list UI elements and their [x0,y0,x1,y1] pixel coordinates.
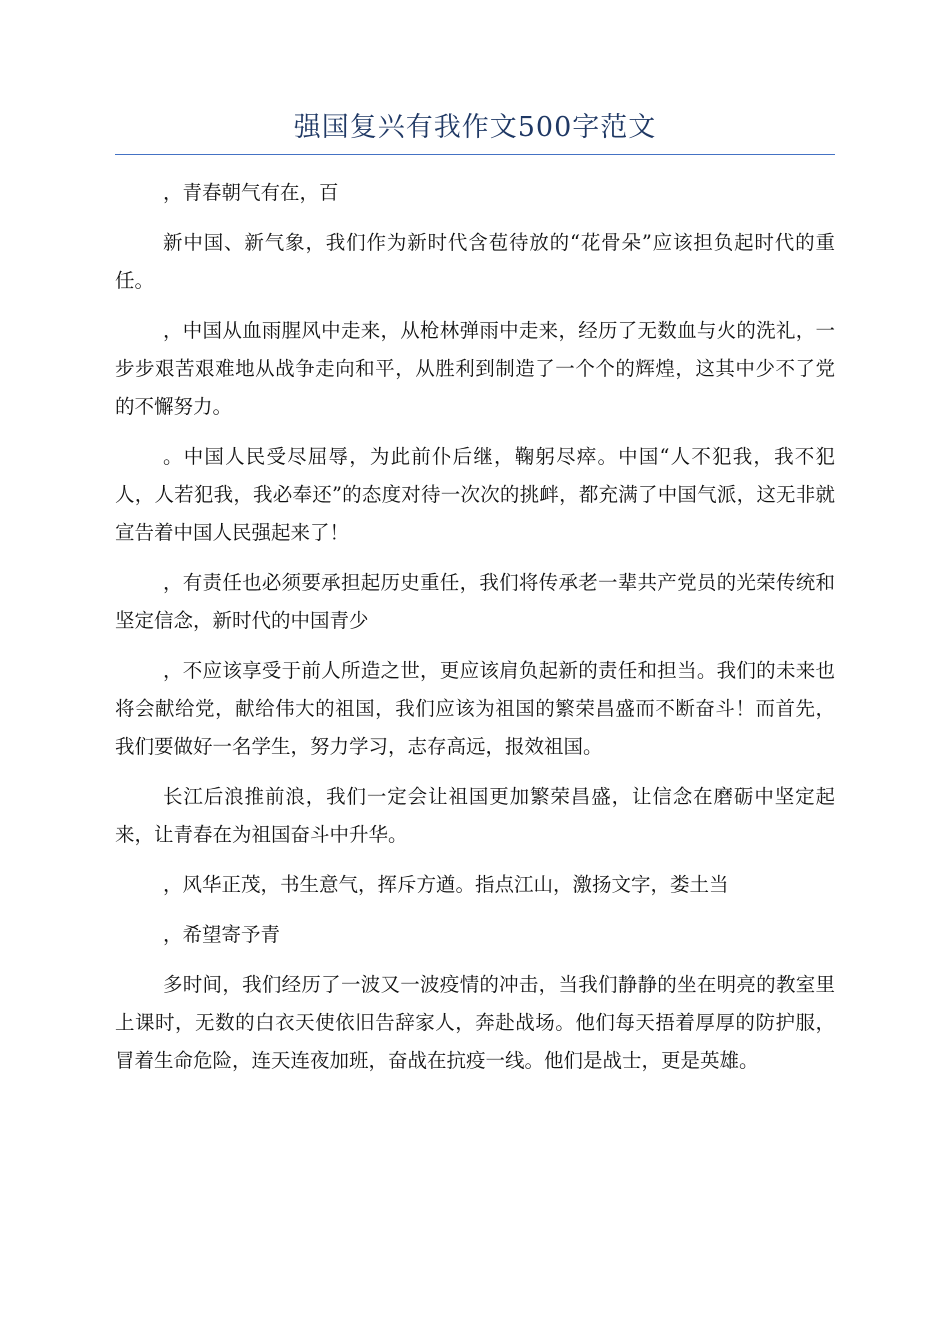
paragraph-10: 多时间，我们经历了一波又一波疫情的冲击，当我们静静的坐在明亮的教室里上课时，无数的白衣天使依旧告辞家人，奔赴战场。他们每天捂着厚厚的防护服，冒着生命危险，连天连夜加班，奋战在抗疫一线。他们是战士，更是英雄。 [115,973,835,1072]
paragraph-3: ，中国从血雨腥风中走来，从枪林弹雨中走来，经历了无数血与火的洗礼，一步步艰苦艰难地从战争走向和平，从胜利到制造了一个个的辉煌，这其中少不了党的不懈努力。 [115,319,835,418]
title-underline [115,154,835,155]
paragraph-7: 长江后浪推前浪，我们一定会让祖国更加繁荣昌盛，让信念在磨砺中坚定起来，让青春在为祖国奋斗中升华。 [115,785,835,846]
paragraph-6: ，不应该享受于前人所造之世，更应该肩负起新的责任和担当。我们的未来也将会献给党，献给伟大的祖国，我们应该为祖国的繁荣昌盛而不断奋斗！而首先，我们要做好一名学生，努力学习，志存高远，报效祖国。 [115,659,835,758]
document-body [115,174,835,1092]
paragraph-8: ，风华正茂，书生意气，挥斥方遒。指点江山，激扬文字，娄土当 [163,873,729,896]
paragraph-4: 。中国人民受尽屈辱，为此前仆后继，鞠躬尽瘁。中国“人不犯我，我不犯人，人若犯我，我必奉还”的态度对待一次次的挑衅，都充满了中国气派，这无非就宣告着中国人民强起来了！ [115,445,835,544]
paragraph-2: 新中国、新气象，我们作为新时代含苞待放的“花骨朵”应该担负起时代的重任。 [115,231,835,292]
paragraph-9: ，希望寄予青 [163,923,281,946]
paragraph-1: ，青春朝气有在，百 [163,181,339,204]
document-title: 强国复兴有我作文500字范文 [293,112,657,143]
paragraph-5: ，有责任也必须要承担起历史重任，我们将传承老一辈共产党员的光荣传统和坚定信念，新时代的中国青少 [115,571,835,632]
